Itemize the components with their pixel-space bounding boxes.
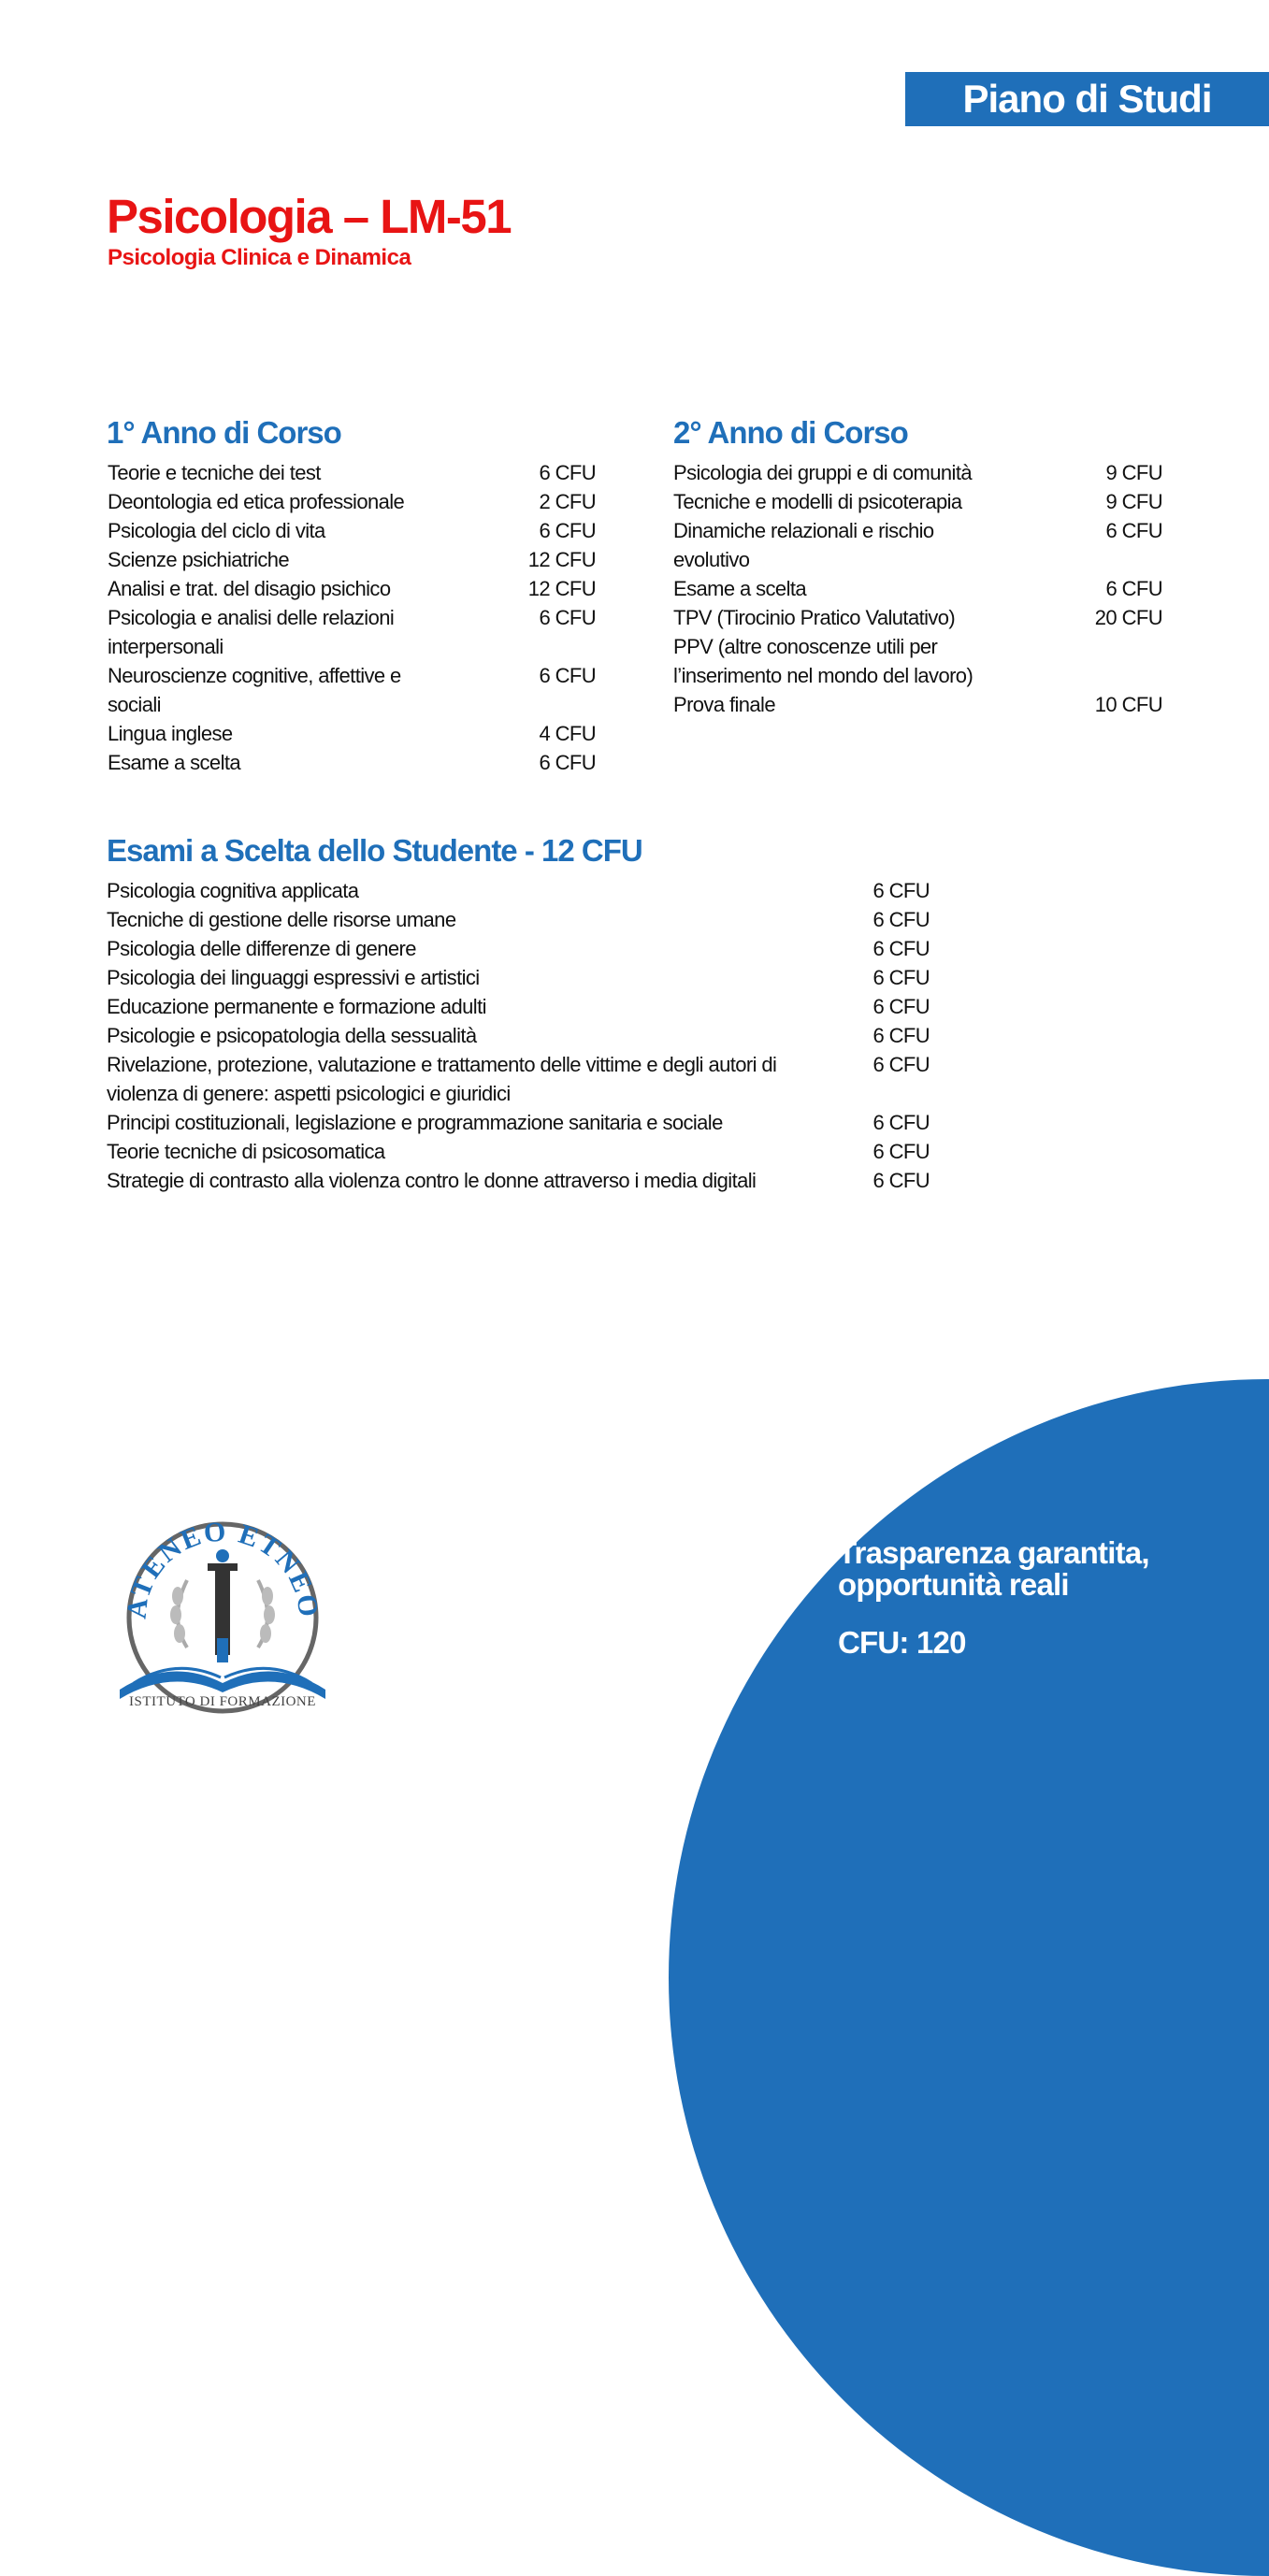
course-cfu: 6 CFU: [872, 1053, 930, 1076]
course-cfu: 10 CFU: [1094, 693, 1162, 716]
course-name: Esame a scelta: [108, 751, 241, 774]
course-name: Teorie tecniche di psicosomatica: [107, 1140, 385, 1163]
year2-course-item: [673, 690, 1162, 719]
tagline: [838, 1537, 1149, 1601]
course-cfu: 2 CFU: [539, 490, 596, 513]
course-name: Psicologia e analisi delle relazioni interpersonali: [108, 606, 395, 658]
course-name: Lingua inglese: [108, 722, 233, 745]
year1-course-item: [108, 487, 596, 516]
year1-course-item: [108, 719, 596, 748]
course-name: Psicologie e psicopatologia della sessualità: [107, 1024, 477, 1047]
electives-course-item: [107, 1021, 930, 1050]
course-name: Analisi e trat. del disagio psichico: [108, 577, 391, 600]
course-name: Neuroscienze cognitive, affettive e sociali: [108, 664, 401, 716]
course-name: Psicologia cognitiva applicata: [107, 879, 359, 902]
year2-title: 2° Anno di Corso: [673, 415, 908, 450]
electives-course-item: [107, 992, 930, 1021]
course-cfu: 6 CFU: [872, 1169, 930, 1192]
year2-course-list: [673, 458, 1162, 719]
course-cfu: 6 CFU: [872, 908, 930, 931]
course-name: Tecniche e modelli di psicoterapia: [673, 490, 962, 513]
course-name: Deontologia ed etica professionale: [108, 490, 405, 513]
year2-course-item: [673, 458, 1162, 487]
course-name: PPV (altre conoscenze utili per l’inserimento nel mondo del lavoro): [673, 635, 973, 687]
year1-title: 1° Anno di Corso: [107, 415, 341, 450]
course-cfu: 9 CFU: [1105, 461, 1162, 484]
program-subtitle: Psicologia Clinica e Dinamica: [108, 245, 411, 270]
logo-caption: ISTITUTO DI FORMAZIONE: [129, 1694, 316, 1709]
course-name: Tecniche di gestione delle risorse umane: [107, 908, 456, 931]
course-name: TPV (Tirocinio Pratico Valutativo): [673, 606, 956, 629]
year1-course-item: [108, 748, 596, 777]
course-name: Psicologia delle differenze di genere: [107, 937, 416, 960]
cfu-total: CFU: 120: [838, 1625, 966, 1660]
course-cfu: 6 CFU: [1105, 519, 1162, 542]
electives-course-item: [107, 905, 930, 934]
course-cfu: 12 CFU: [527, 577, 596, 600]
electives-title: Esami a Scelta dello Studente - 12 CFU: [107, 833, 642, 868]
course-name: Dinamiche relazionali e rischio evolutivo: [673, 519, 934, 571]
program-title: Psicologia – LM-51: [107, 190, 512, 243]
year1-course-item: [108, 545, 596, 574]
course-cfu: 6 CFU: [539, 519, 596, 542]
course-name: Principi costituzionali, legislazione e programmazione sanitaria e sociale: [107, 1111, 723, 1134]
course-name: Strategie di contrasto alla violenza contro le donne attraverso i media digitali: [107, 1169, 757, 1192]
course-cfu: 6 CFU: [539, 751, 596, 774]
logo-text: ATENEO ETNEO: [121, 1516, 324, 1620]
electives-course-list: [107, 876, 930, 1195]
course-name: Rivelazione, protezione, valutazione e trattamento delle vittime e degli autori di violenza di genere: aspetti psicologici e giuridici: [107, 1053, 777, 1105]
course-cfu: 6 CFU: [872, 995, 930, 1018]
course-cfu: 6 CFU: [872, 937, 930, 960]
course-name: Psicologia dei linguaggi espressivi e artistici: [107, 966, 480, 989]
course-name: Psicologia dei gruppi e di comunità: [673, 461, 972, 484]
year1-course-item: [108, 603, 596, 661]
ateneo-etneo-logo-icon: [110, 1507, 335, 1722]
header-band: [905, 72, 1269, 126]
year2-course-item: [673, 574, 1162, 603]
header-label: Piano di Studi: [962, 77, 1212, 121]
course-cfu: 6 CFU: [872, 1024, 930, 1047]
course-cfu: 6 CFU: [539, 461, 596, 484]
electives-course-item: [107, 1050, 930, 1108]
year1-course-item: [108, 516, 596, 545]
tagline-line1: Trasparenza garantita,: [838, 1535, 1149, 1570]
year1-course-item: [108, 574, 596, 603]
year1-course-item: [108, 458, 596, 487]
electives-course-item: [107, 876, 930, 905]
electives-course-item: [107, 1166, 930, 1195]
course-cfu: 6 CFU: [872, 1140, 930, 1163]
course-cfu: 6 CFU: [1105, 577, 1162, 600]
course-cfu: 20 CFU: [1094, 606, 1162, 629]
tagline-line2: opportunità reali: [838, 1567, 1069, 1602]
course-cfu: 6 CFU: [539, 606, 596, 629]
course-name: Psicologia del ciclo di vita: [108, 519, 325, 542]
electives-course-item: [107, 1108, 930, 1137]
year2-course-item: [673, 516, 1162, 574]
year1-course-item: [108, 661, 596, 719]
electives-course-item: [107, 963, 930, 992]
course-cfu: 6 CFU: [872, 879, 930, 902]
course-cfu: 6 CFU: [539, 664, 596, 687]
course-cfu: 6 CFU: [872, 1111, 930, 1134]
electives-course-item: [107, 934, 930, 963]
course-cfu: 9 CFU: [1105, 490, 1162, 513]
year2-course-item: [673, 487, 1162, 516]
course-name: Prova finale: [673, 693, 775, 716]
course-cfu: 12 CFU: [527, 548, 596, 571]
course-name: Scienze psichiatriche: [108, 548, 290, 571]
course-cfu: 4 CFU: [539, 722, 596, 745]
course-name: Educazione permanente e formazione adulti: [107, 995, 486, 1018]
course-name: Teorie e tecniche dei test: [108, 461, 321, 484]
year1-course-list: [108, 458, 596, 777]
year2-course-item: [673, 632, 1162, 690]
electives-course-item: [107, 1137, 930, 1166]
course-cfu: 6 CFU: [872, 966, 930, 989]
course-name: Esame a scelta: [673, 577, 807, 600]
year2-course-item: [673, 603, 1162, 632]
